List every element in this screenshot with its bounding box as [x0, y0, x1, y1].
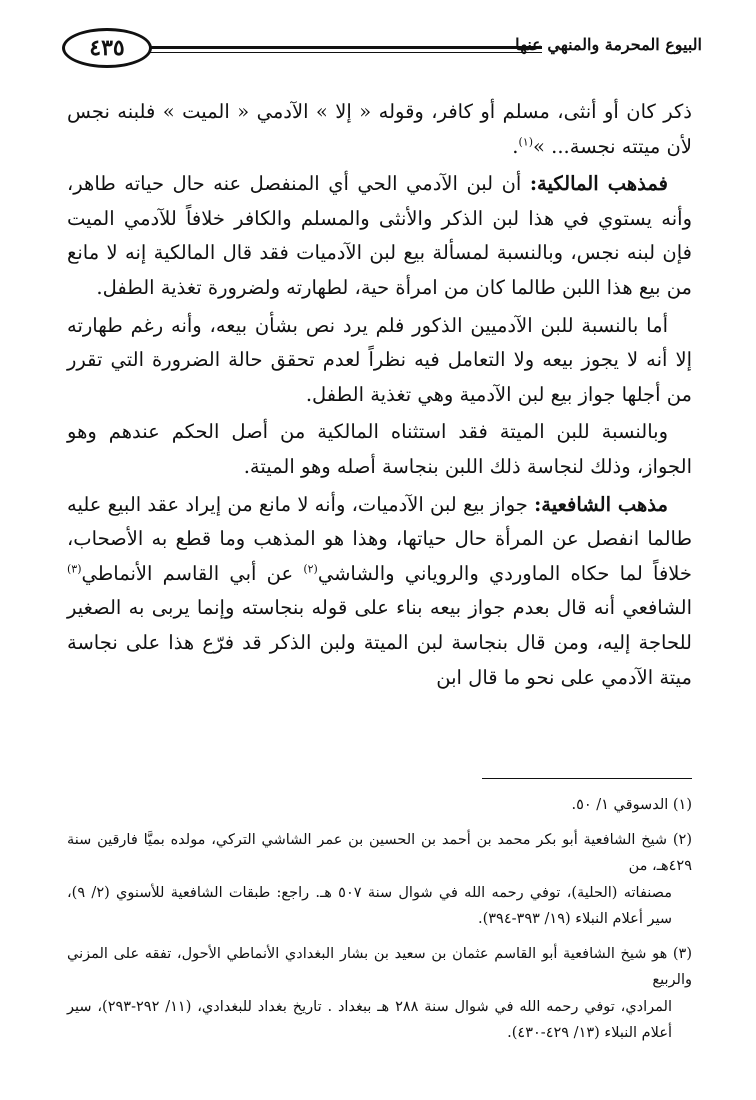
main-text — [67, 95, 692, 698]
footnote-3 — [67, 941, 692, 1047]
footnote-ref-1: (١) — [518, 135, 534, 149]
footnote-3-continuation: المرادي، توفي رحمه الله في شوال سنة ٢٨٨ هـ ببغداد . تاريخ بغداد للبغدادي، (١١/ ٢٩٢-٢٩٣)، سير أعلام النبلاء (١٣/ ٤٢٩-٤٣٠). — [67, 998, 672, 1041]
dead-milk-text: وبالنسبة للبن الميتة فقد استثناه المالكية من أصل الحكم عندهم وهو الجواز، وذلك لنجاسة ذلك اللبن بنجاسة أصله وهو الميتة. — [67, 420, 692, 478]
shafii-text-c: الشافعي أنه قال بعدم جواز بيعه بناء على قوله بنجاسته وإنما يربى به الصغير للحاجة إليه، ومن قال بنجاسة لبن الميتة ولبن الذكر قد فرّع هذا على نجاسة ميتة الآدمي على نحو ما قال ابن — [67, 596, 692, 689]
maliki-text: أن لبن الآدمي الحي أي المنفصل عنه حال حياته طاهر، وأنه يستوي في هذا لبن الذكر والأنثى والمسلم والكافر خلافاً للآدمي الميت فإن لبنه نجس، وبالنسبة لمسألة بيع لبن الآدميات فقد قال المالكية إنه لا مانع من بيع هذا اللبن طالما كان من امرأة حية، لطهارته ولضرورة تغذية الطفل. — [67, 172, 692, 299]
paragraph-dead-milk — [67, 415, 692, 484]
paragraph-shafii — [67, 488, 692, 696]
male-milk-text: أما بالنسبة للبن الآدميين الذكور فلم يرد نص بشأن بيعه، وأنه رغم طهارته إلا أنه لا يجوز بيعه ولا التعامل فيه نظراً لعدم تحقق حالة الضرورة التي تقرر من أجلها جواز بيع لبن الآدمية وهي تغذية الطفل. — [67, 313, 692, 406]
page-number-oval — [62, 28, 152, 68]
footnote-2-line-1: (٢) شيخ الشافعية أبو بكر محمد بن أحمد بن الحسين بن عمر الشاشي التركي، مولده بميَّا فارقين سنة ٤٢٩هـ، من — [67, 831, 692, 874]
page-number: ٤٣٥ — [89, 35, 125, 61]
header-rule-thick — [150, 46, 542, 49]
footnote-1: (١) الدسوقي ١/ ٥٠. — [571, 797, 692, 813]
paragraph-1-text: ذكر كان أو أنثى، مسلم أو كافر، وقوله « إلا » الآدمي « الميت » فلبنه نجس لأن ميتته نجسة... » — [67, 100, 692, 158]
maliki-heading: فمذهب المالكية: — [529, 172, 669, 196]
footnote-2-continuation: مصنفاته (الحلية)، توفي رحمه الله في شوال سنة ٥٠٧ هـ. راجع: طبقات الشافعية للأسنوي (٢/ ٩)، سير أعلام النبلاء (١٩/ ٣٩٣-٣٩٤). — [67, 884, 673, 927]
paragraph-male-milk — [67, 309, 692, 413]
paragraph-1 — [67, 95, 692, 164]
page-header — [62, 22, 702, 74]
shafii-text-a: جواز بيع لبن الآدميات، وأنه لا مانع من إيراد عقد البيع عليه طالما انفصل عن المرأة حال حياتها، وهذا هو المذهب وما قطع به الأصحاب، خلافاً لما حكاه الماوردي والروياني والشاشي — [67, 492, 692, 585]
shafii-text-b: عن أبي القاسم الأنماطي — [81, 561, 304, 585]
paragraph-maliki — [67, 167, 692, 305]
header-rule-thin — [150, 52, 542, 53]
footnotes — [67, 792, 692, 1055]
footnote-ref-3: (٣) — [67, 562, 82, 576]
footnote-2 — [67, 827, 692, 933]
footnote-separator — [482, 778, 692, 779]
footnote-ref-2: (٢) — [303, 562, 318, 576]
shafii-heading: مذهب الشافعية: — [534, 492, 668, 516]
running-title: البيوع المحرمة والمنهي عنها — [515, 35, 702, 54]
footnote-3-line-1: (٣) هو شيخ الشافعية أبو القاسم عثمان بن سعيد بن بشار البغدادي الأنماطي الأحول، تفقه على المزني والربيع — [67, 945, 692, 988]
paragraph-1-end: . — [512, 134, 519, 158]
